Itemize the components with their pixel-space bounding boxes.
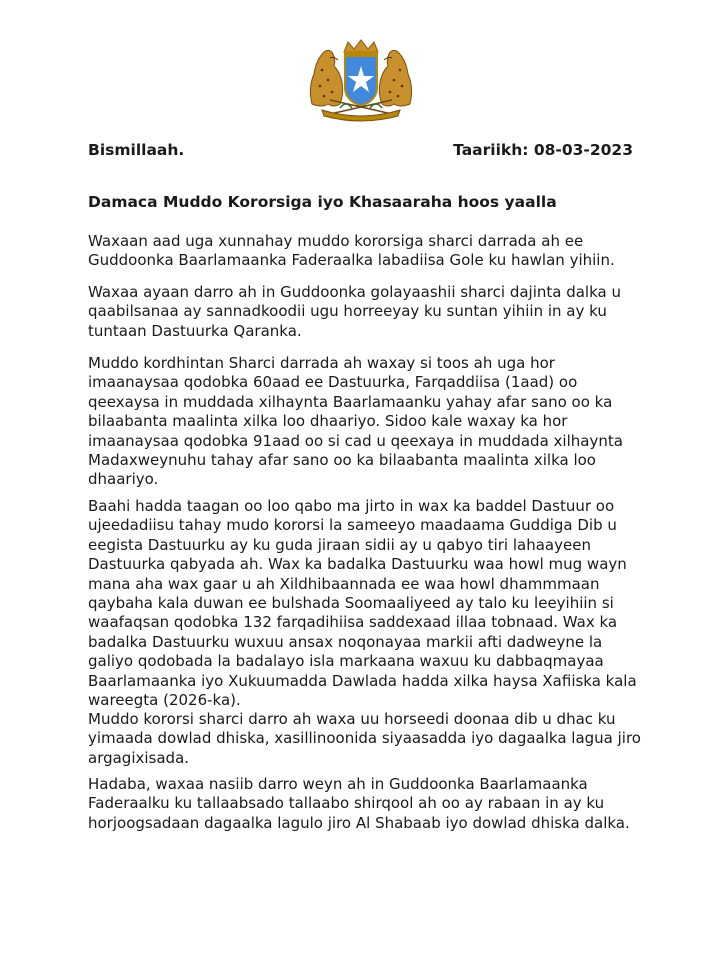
paragraph-1: Waxaan aad uga xunnahay muddo kororsiga sharci darrada ah ee Guddoonka Baarlamaanka Faderaalka labadiisa Gole ku hawlan yihiin. — [88, 232, 615, 270]
coat-of-arms-icon — [300, 38, 422, 122]
letter-subject: Damaca Muddo Kororsiga iyo Khasaaraha hoos yaalla — [88, 193, 557, 211]
letter-date: Taariikh: 08-03-2023 — [453, 141, 633, 159]
letter-header — [88, 141, 633, 165]
paragraph-6: Hadaba, waxaa nasiib darro weyn ah in Guddoonka Baarlamaanka Faderaalku ku tallaabsado tallaabo shirqool ah oo ay rabaan in ay ku horjoogsadaan dagaalka lagulo jiro Al Shabaab iyo dowlad dhiska dalka. — [88, 775, 630, 832]
paragraph-4: Baahi hadda taagan oo loo qabo ma jirto in wax ka baddel Dastuur oo ujeedadiisu tahay mudo kororsi la sameeyo maadaama Guddiga Dib u eegista Dastuurku ay ku guda jiraan sidii ay u qabyo tiri lahaayeen Dastuurka qabyada ah. Wax ka badalka Dastuurku waa howl mug wayn mana aha wax gaar u ah Xildhibaannada ee waa howl dhammmaan qaybaha kala duwan ee bulshada Soomaaliyeed ay talo ku leeyihiin si waafaqsan qodobka 132 farqadihiisa saddexaad illaa tobnaad. Wax ka badalka Dastuurku wuxuu ansax noqonayaa markii afti dadweyne la galiyo qodobada la badalayo isla markaana waxuu ku dabbaqmayaa Baarlamaanka iyo Xukuumadda Dawlada hadda xilka haysa Xafiiska kala wareegta (2026-ka). — [88, 497, 637, 710]
paragraph-3: Muddo kordhintan Sharci darrada ah waxay si toos ah uga hor imaanaysaa qodobka 60aad ee Dastuurka, Farqaddiisa (1aad) oo qeexaysa in muddada xilhaynta Baarlamaanku yahay afar sano oo ka bilaabanta maalinta xilka loo dhaariyo. Sidoo kale waxay ka hor imaanaysaa qodobka 91aad oo si cad u qeexaya in muddada xilhaynta Madaxweynuhu tahay afar sano oo ka bilaabanta maalinta xilka loo dhaariyo. — [88, 354, 623, 489]
paragraph-5: Muddo kororsi sharci darro ah waxa uu horseedi doonaa dib u dhac ku yimaada dowlad dhiska, xasillinoonida siyaasadda iyo dagaalka lagua jiro argagixisada. — [88, 710, 641, 767]
paragraph-2: Waxaa ayaan darro ah in Guddoonka golayaashii sharci dajinta dalka u qaabilsanaa ay sannadkoodii ugu horreeyay ku suntan yihiin in ay ku tuntaan Dastuurka Qaranka. — [88, 283, 621, 340]
salutation: Bismillaah. — [88, 141, 185, 159]
